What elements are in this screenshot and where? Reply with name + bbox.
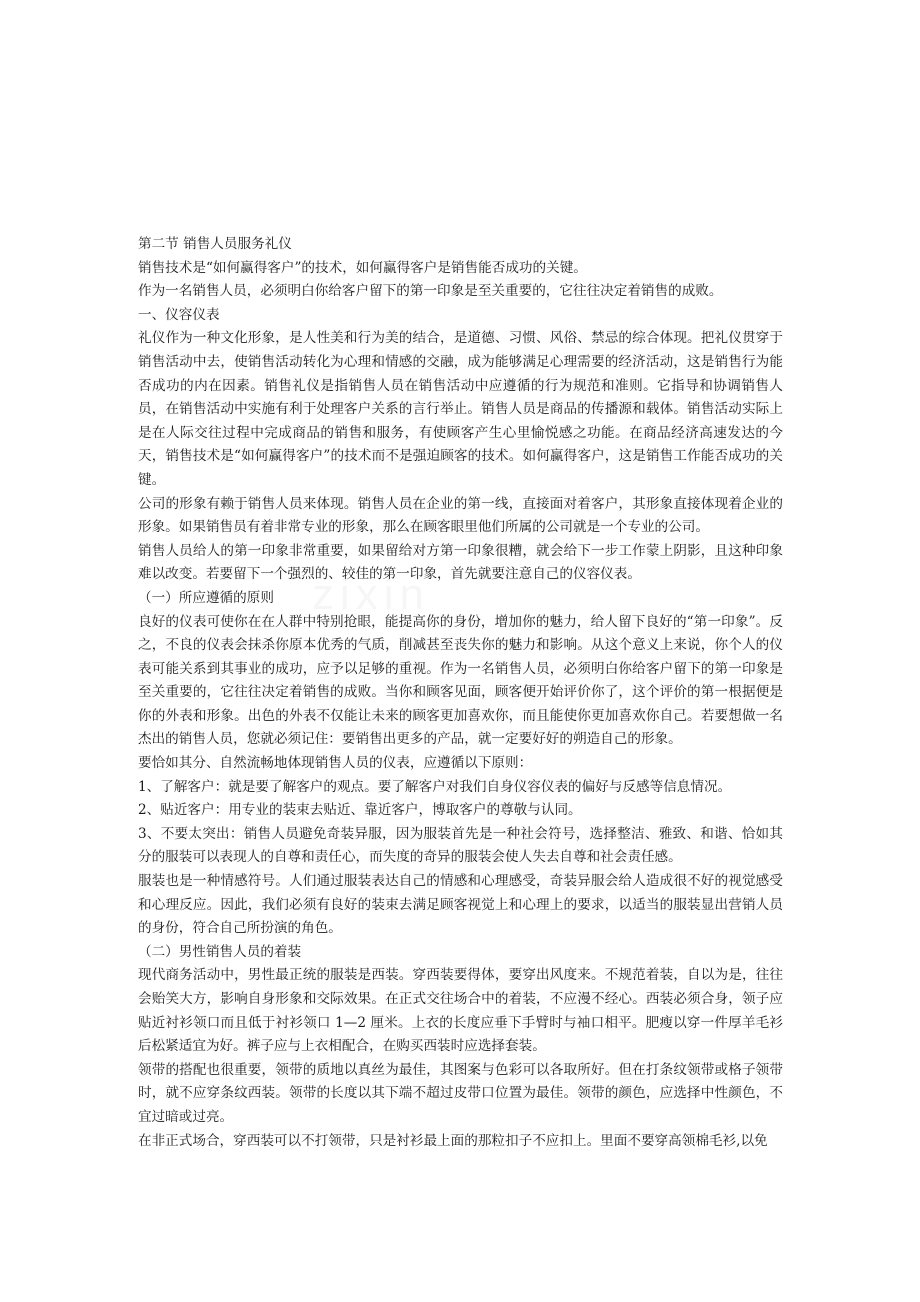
- paragraph: 销售人员给人的第一印象非常重要，如果留给对方第一印象很糟，就会给下一步工作蒙上阴影，且这种印象难以改变。若要留下一个强烈的、较佳的第一印象，首先就要注意自己的仪容仪表。: [138, 542, 783, 583]
- paragraph: 销售技术是“如何赢得客户”的技术，如何赢得客户是销售能否成功的关键。: [138, 259, 587, 276]
- paragraph: 领带的搭配也很重要，领带的质地以真丝为最佳，其图案与色彩可以各取所好。但在打条纹领带或格子领带时，就不应穿条纹西装。领带的长度以其下端不超过皮带口位置为最佳。领带的颜色，应选择中性颜色，不宜过暗或过亮。: [138, 1061, 783, 1125]
- heading-level-2: （一）所应遵循的原则: [138, 589, 274, 606]
- paragraph: 现代商务活动中，男性最正统的服装是西装。穿西装要得体，要穿出风度来。不规范着装，自以为是，往往会贻笑大方，影响自身形象和交际效果。在正式交往场合中的着装，不应漫不经心。西装必须合身，领子应贴近衬衫领口而且低于衬衫领口 1—2 厘米。上衣的长度应垂下手臂时与袖口相平。肥瘦以穿一件厚羊毛衫后松紧适宜为好。裤子应与上衣相配合，在购买西装时应选择套装。: [138, 967, 783, 1055]
- list-item: 1、了解客户：就是要了解客户的观点。要了解客户对我们自身仪容仪表的偏好与反感等信息情况。: [138, 778, 732, 795]
- paragraph: 良好的仪表可使你在在人群中特别抢眼，能提高你的身份，增加你的魅力，给人留下良好的“第一印象”。反之，不良的仪表会抹杀你原本优秀的气质，削减甚至丧失你的魅力和影响。从这个意义上来说，你个人的仪表可能关系到其事业的成功，应予以足够的重视。作为一名销售人员，必须明白你给客户留下的第一印象是至关重要的，它往往决定着销售的成败。当你和顾客见面，顾客便开始评价你了，这个评价的第一根据便是你的外表和形象。出色的外表不仅能让未来的顾客更加喜欢你，而且能使你更加喜欢你自己。若要想做一名杰出的销售人员，您就必须记住：要销售出更多的产品，就一定要好好的朔造自己的形象。: [138, 613, 783, 748]
- paragraph: 公司的形象有赖于销售人员来体现。销售人员在企业的第一线，直接面对着客户，其形象直接体现着企业的形象。如果销售员有着非常专业的形象，那么在顾客眼里他们所属的公司就是一个专业的公司。: [138, 495, 783, 536]
- list-item: 3、不要太突出：销售人员避免奇装异服，因为服装首先是一种社会符号，选择整洁、雅致、和谐、恰如其分的服装可以表现人的自尊和责任心，而失度的奇异的服装会使人失去自尊和社会责任感。: [138, 825, 783, 866]
- section-title: 第二节 销售人员服务礼仪: [138, 236, 292, 252]
- document-body: [138, 233, 783, 1153]
- paragraph: 作为一名销售人员，必须明白你给客户留下的第一印象是至关重要的，它往往决定着销售的成败。: [138, 283, 723, 300]
- paragraph: 在非正式场合，穿西装可以不打领带，只是衬衫最上面的那粒扣子不应扣上。里面不要穿高领棉毛衫,以免: [138, 1132, 768, 1149]
- paragraph: 礼仪作为一种文化形象，是人性美和行为美的结合，是道德、习惯、风俗、禁忌的综合体现。把礼仪贯穿于销售活动中去，使销售活动转化为心理和情感的交融，成为能够满足心理需要的经济活动，这是销售行为能否成功的内在因素。销售礼仪是指销售人员在销售活动中应遵循的行为规范和准则。它指导和协调销售人员，在销售活动中实施有利于处理客户关系的言行举止。销售人员是商品的传播源和载体。销售活动实际上是在人际交往过程中完成商品的销售和服务，有使顾客产生心里愉悦感之功能。在商品经济高速发达的今天，销售技术是“如何赢得客户”的技术而不是强迫顾客的技术。如何赢得客户，这是销售工作能否成功的关键。: [138, 330, 783, 488]
- paragraph: 要恰如其分、自然流畅地体现销售人员的仪表，应遵循以下原则：: [138, 755, 533, 772]
- list-item: 2、贴近客户：用专业的装束去贴近、靠近客户，博取客户的尊敬与认同。: [138, 802, 582, 819]
- heading-level-1: 一、仪容仪表: [138, 306, 220, 323]
- heading-level-2: （二）男性销售人员的着装: [138, 943, 302, 960]
- paragraph: 服装也是一种情感符号。人们通过服装表达自己的情感和心理感受，奇装异服会给人造成很不好的视觉感受和心理反应。因此，我们必须有良好的装束去满足顾客视觉上和心理上的要求，以适当的服装显出营销人员的身份，符合自己所扮演的角色。: [138, 873, 783, 937]
